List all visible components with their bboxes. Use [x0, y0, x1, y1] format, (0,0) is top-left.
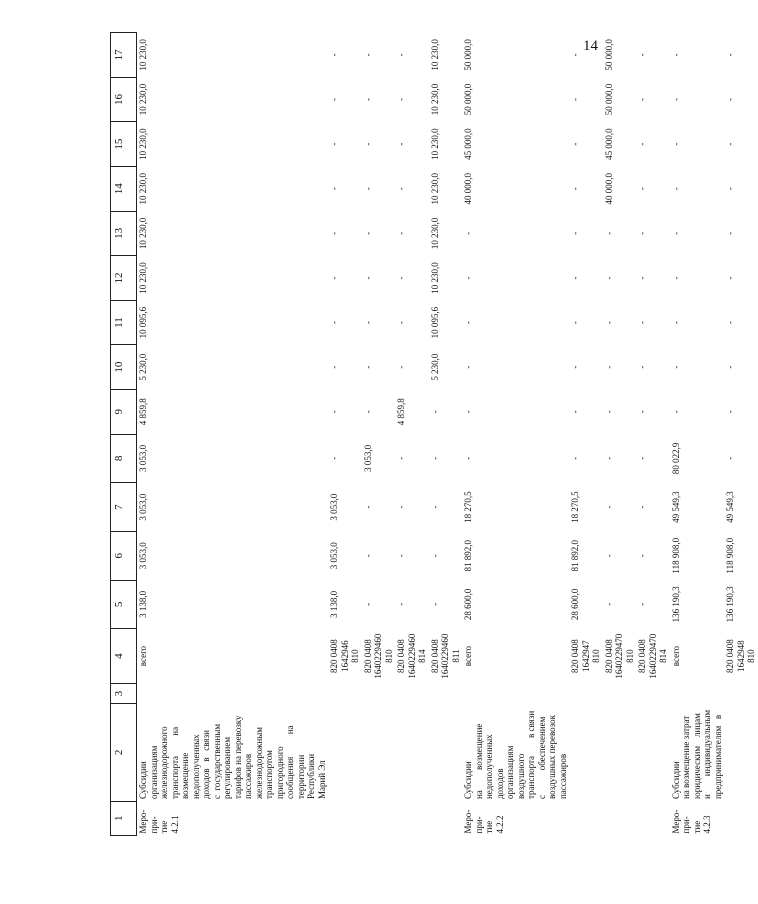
cell-c2 — [362, 704, 396, 801]
table-row — [724, 33, 758, 836]
column-header-16: 16 — [111, 77, 137, 122]
cell-c7: - — [429, 505, 440, 509]
cell-c12: - — [362, 276, 373, 280]
cell-c6: 3 053,0 — [138, 542, 148, 570]
cell-c5: 136 190,3 — [725, 586, 735, 623]
cell-c13: 10 230,0 — [138, 217, 148, 250]
cell-c6: - — [396, 554, 406, 558]
cell-c11: - — [463, 321, 473, 325]
column-header-3: 3 — [111, 683, 137, 703]
cell-c17: 10 230,0 — [138, 39, 148, 71]
cell-c14: - — [329, 187, 339, 191]
cell-c13: - — [670, 231, 681, 235]
column-header-14: 14 — [111, 166, 137, 211]
table-row — [603, 33, 637, 836]
cell-c16: 10 230,0 — [138, 83, 148, 116]
cell-c4: 820 0408 1642946 810 — [329, 639, 360, 673]
cell-c13: - — [463, 231, 473, 235]
cell-c13: - — [362, 231, 373, 235]
cell-c13: - — [396, 231, 406, 235]
cell-c17: - — [396, 53, 406, 57]
column-header-13: 13 — [111, 211, 137, 256]
cell-c11: - — [570, 321, 580, 325]
cell-c7: 49 549,3 — [725, 491, 735, 523]
cell-c7: - — [603, 505, 614, 509]
cell-c1 — [603, 801, 637, 835]
cell-c12: 10 230,0 — [138, 262, 148, 294]
cell-c9: - — [429, 410, 440, 414]
cell-c10: - — [570, 365, 580, 369]
cell-c13: - — [329, 231, 339, 235]
cell-c8: - — [637, 456, 647, 460]
cell-c15: - — [570, 142, 580, 146]
cell-c5: - — [396, 602, 406, 606]
cell-c1: Меро- при- тие 4.2.1 — [138, 809, 180, 834]
column-header-10: 10 — [111, 345, 137, 390]
table-row — [137, 33, 329, 836]
cell-c8: - — [429, 456, 440, 460]
cell-c14: - — [725, 187, 735, 191]
cell-c9: - — [329, 410, 339, 414]
cell-c4: 820 0408 1640229460 811 — [429, 633, 461, 679]
cell-c6: - — [362, 554, 373, 558]
cell-c17: - — [670, 53, 681, 57]
cell-c8: 3 053,0 — [362, 444, 373, 472]
cell-c4: 820 0408 1642947 810 — [570, 639, 601, 673]
cell-c6: 118 908,0 — [670, 537, 681, 574]
cell-c7: 3 053,0 — [138, 493, 148, 521]
column-header-5: 5 — [111, 580, 137, 629]
cell-c2 — [429, 704, 463, 801]
cell-c4: всего — [670, 645, 681, 667]
cell-c8: - — [603, 456, 614, 460]
cell-c4: 820 0408 1640229470 810 — [603, 633, 635, 679]
cell-c7: 18 270,5 — [463, 491, 473, 523]
cell-c12: - — [329, 276, 339, 280]
column-header-4: 4 — [111, 629, 137, 684]
cell-c5: - — [603, 602, 614, 606]
table-body — [137, 33, 758, 836]
cell-c17: - — [570, 53, 580, 57]
table-row — [395, 33, 429, 836]
cell-c11: - — [329, 321, 339, 325]
cell-c2: Субсидии организациям железнодорожного транспорта на возмещение недополученных доходов в связи с государственным регулированием тарифов на перевозку пассажиров железнодорожным транспортом пригородного сообщения на территории Республики Марий Эл — [138, 715, 327, 800]
cell-c15: - — [637, 142, 647, 146]
cell-c3 — [670, 683, 725, 703]
cell-c3 — [636, 683, 670, 703]
cell-c14: - — [637, 187, 647, 191]
table-row — [670, 33, 725, 836]
cell-c14: 40 000,0 — [603, 172, 614, 205]
cell-c16: - — [570, 98, 580, 102]
cell-c12: - — [725, 276, 735, 280]
cell-c10: - — [329, 365, 339, 369]
cell-c9: - — [637, 410, 647, 414]
cell-c1 — [569, 801, 603, 835]
cell-c11: - — [637, 321, 647, 325]
cell-c3 — [328, 683, 362, 703]
cell-c5: - — [637, 602, 647, 606]
cell-c10: 5 230,0 — [138, 353, 148, 381]
cell-c12: - — [463, 276, 473, 280]
rotated-table-container — [110, 32, 756, 836]
cell-c2: Субсидии на возмещение недополученных доходов организациям воздушного транспорта в связи с обеспечением воздушных перевозок пассажиров — [463, 710, 568, 800]
cell-c1 — [429, 801, 463, 835]
cell-c3 — [569, 683, 603, 703]
cell-c16: - — [362, 98, 373, 102]
cell-c8: - — [725, 456, 735, 460]
cell-c7: 49 549,3 — [670, 491, 681, 523]
cell-c12: - — [637, 276, 647, 280]
cell-c12: - — [603, 276, 614, 280]
column-header-15: 15 — [111, 122, 137, 167]
cell-c6: - — [603, 554, 614, 558]
cell-c1 — [636, 801, 670, 835]
cell-c11: - — [396, 321, 406, 325]
cell-c6: 81 892,0 — [570, 539, 580, 572]
cell-c1: Меро- при- тие 4.2.2 — [463, 809, 505, 834]
cell-c13: - — [637, 231, 647, 235]
cell-c14: - — [570, 187, 580, 191]
cell-c3 — [362, 683, 396, 703]
column-header-9: 9 — [111, 389, 137, 434]
cell-c16: - — [637, 98, 647, 102]
cell-c11: 10 095,6 — [138, 306, 148, 339]
table-row — [569, 33, 603, 836]
cell-c2 — [395, 704, 429, 801]
cell-c16: - — [396, 98, 406, 102]
page-number: 14 — [583, 38, 598, 54]
column-header-7: 7 — [111, 483, 137, 532]
cell-c1 — [328, 801, 362, 835]
column-header-12: 12 — [111, 256, 137, 301]
cell-c8: 80 022,9 — [670, 442, 681, 475]
cell-c15: - — [396, 142, 406, 146]
cell-c7: - — [396, 505, 406, 509]
cell-c5: - — [362, 602, 373, 606]
cell-c8: - — [329, 456, 339, 460]
cell-c9: 4 859,8 — [138, 398, 148, 426]
cell-c17: 50 000,0 — [603, 39, 614, 71]
cell-c4: 820 0408 1642948 810 — [725, 639, 756, 673]
cell-c11: 10 095,6 — [429, 306, 440, 339]
cell-c7: - — [362, 505, 373, 509]
cell-c14: 10 230,0 — [429, 172, 440, 205]
cell-c2 — [603, 704, 637, 801]
cell-c3 — [724, 683, 758, 703]
cell-c1: Меро- при- тие 4.2.3 — [670, 809, 712, 834]
cell-c15: 45 000,0 — [603, 128, 614, 160]
cell-c2 — [636, 704, 670, 801]
cell-c11: - — [603, 321, 614, 325]
cell-c10: - — [603, 365, 614, 369]
cell-c4: 820 0408 1640229460 814 — [396, 633, 427, 679]
cell-c10: - — [725, 365, 735, 369]
cell-c10: - — [463, 365, 473, 369]
cell-c6: - — [637, 554, 647, 558]
cell-c17: - — [362, 53, 373, 57]
cell-c9: - — [670, 410, 681, 414]
cell-c6: 81 892,0 — [463, 539, 473, 572]
cell-c15: - — [362, 142, 373, 146]
cell-c2: Субсидии на возмещение затрат юридическим лицам и индивидуальным предпринимателям в — [670, 709, 723, 800]
cell-c2 — [724, 704, 758, 801]
cell-c7: - — [637, 505, 647, 509]
cell-c12: 10 230,0 — [429, 262, 440, 294]
cell-c4: 820 0408 1640229460 810 — [362, 633, 394, 679]
cell-c12: - — [670, 276, 681, 280]
cell-c11: - — [725, 321, 735, 325]
cell-c10: - — [396, 365, 406, 369]
cell-c9: - — [362, 410, 373, 414]
cell-c1 — [724, 801, 758, 835]
cell-c13: - — [725, 231, 735, 235]
cell-c17: - — [329, 53, 339, 57]
cell-c15: 10 230,0 — [138, 128, 148, 160]
cell-c9: - — [725, 410, 735, 414]
cell-c14: - — [396, 187, 406, 191]
header-row — [111, 33, 137, 836]
cell-c15: - — [725, 142, 735, 146]
cell-c16: 50 000,0 — [603, 83, 614, 116]
cell-c1 — [362, 801, 396, 835]
column-header-8: 8 — [111, 434, 137, 483]
cell-c4: всего — [138, 645, 148, 667]
cell-c14: 40 000,0 — [463, 172, 473, 205]
cell-c10: - — [670, 365, 681, 369]
cell-c13: - — [603, 231, 614, 235]
cell-c16: 10 230,0 — [429, 83, 440, 116]
cell-c10: - — [637, 365, 647, 369]
cell-c7: 18 270,5 — [570, 491, 580, 523]
cell-c15: 45 000,0 — [463, 128, 473, 160]
cell-c17: 10 230,0 — [429, 39, 440, 71]
table-row — [462, 33, 569, 836]
cell-c2 — [569, 704, 603, 801]
cell-c3 — [429, 683, 463, 703]
cell-c6: - — [429, 554, 440, 558]
cell-c15: - — [329, 142, 339, 146]
cell-c9: - — [570, 410, 580, 414]
cell-c17: - — [637, 53, 647, 57]
cell-c3 — [462, 683, 569, 703]
cell-c14: - — [670, 187, 681, 191]
cell-c9: 4 859,8 — [396, 398, 406, 426]
cell-c10: 5 230,0 — [429, 353, 440, 381]
table-row — [429, 33, 463, 836]
cell-c15: 10 230,0 — [429, 128, 440, 160]
cell-c15: - — [670, 142, 681, 146]
cell-c13: - — [570, 231, 580, 235]
column-header-17: 17 — [111, 33, 137, 78]
cell-c3 — [603, 683, 637, 703]
cell-c11: - — [362, 321, 373, 325]
cell-c12: - — [570, 276, 580, 280]
cell-c8: - — [570, 456, 580, 460]
cell-c4: всего — [463, 645, 473, 667]
cell-c17: - — [725, 53, 735, 57]
cell-c16: 50 000,0 — [463, 83, 473, 116]
cell-c17: 50 000,0 — [463, 39, 473, 71]
table-row — [328, 33, 362, 836]
cell-c8: 3 053,0 — [138, 444, 148, 472]
table-row — [636, 33, 670, 836]
budget-table — [110, 32, 758, 836]
cell-c1 — [395, 801, 429, 835]
cell-c5: 3 138,0 — [329, 590, 339, 618]
column-header-6: 6 — [111, 531, 137, 580]
cell-c4: 820 0408 1640229470 814 — [637, 633, 668, 679]
cell-c8: - — [463, 456, 473, 460]
column-header-11: 11 — [111, 300, 137, 345]
cell-c9: - — [463, 410, 473, 414]
cell-c2 — [328, 704, 362, 801]
cell-c16: - — [329, 98, 339, 102]
cell-c14: - — [362, 187, 373, 191]
cell-c16: - — [725, 98, 735, 102]
cell-c3 — [395, 683, 429, 703]
cell-c5: 28 600,0 — [463, 588, 473, 621]
cell-c8: - — [396, 456, 406, 460]
cell-c13: 10 230,0 — [429, 217, 440, 250]
cell-c3 — [137, 683, 329, 703]
cell-c6: 118 908,0 — [725, 537, 735, 574]
cell-c11: - — [670, 321, 681, 325]
cell-c6: 3 053,0 — [329, 542, 339, 570]
cell-c5: 28 600,0 — [570, 588, 580, 621]
cell-c16: - — [670, 98, 681, 102]
cell-c12: - — [396, 276, 406, 280]
table-row — [362, 33, 396, 836]
cell-c5: 136 190,3 — [670, 586, 681, 623]
cell-c10: - — [362, 365, 373, 369]
column-header-1: 1 — [111, 801, 137, 835]
cell-c14: 10 230,0 — [138, 172, 148, 205]
cell-c9: - — [603, 410, 614, 414]
cell-c5: 3 138,0 — [138, 590, 148, 618]
cell-c5: - — [429, 602, 440, 606]
column-header-2: 2 — [111, 704, 137, 801]
cell-c7: 3 053,0 — [329, 493, 339, 521]
